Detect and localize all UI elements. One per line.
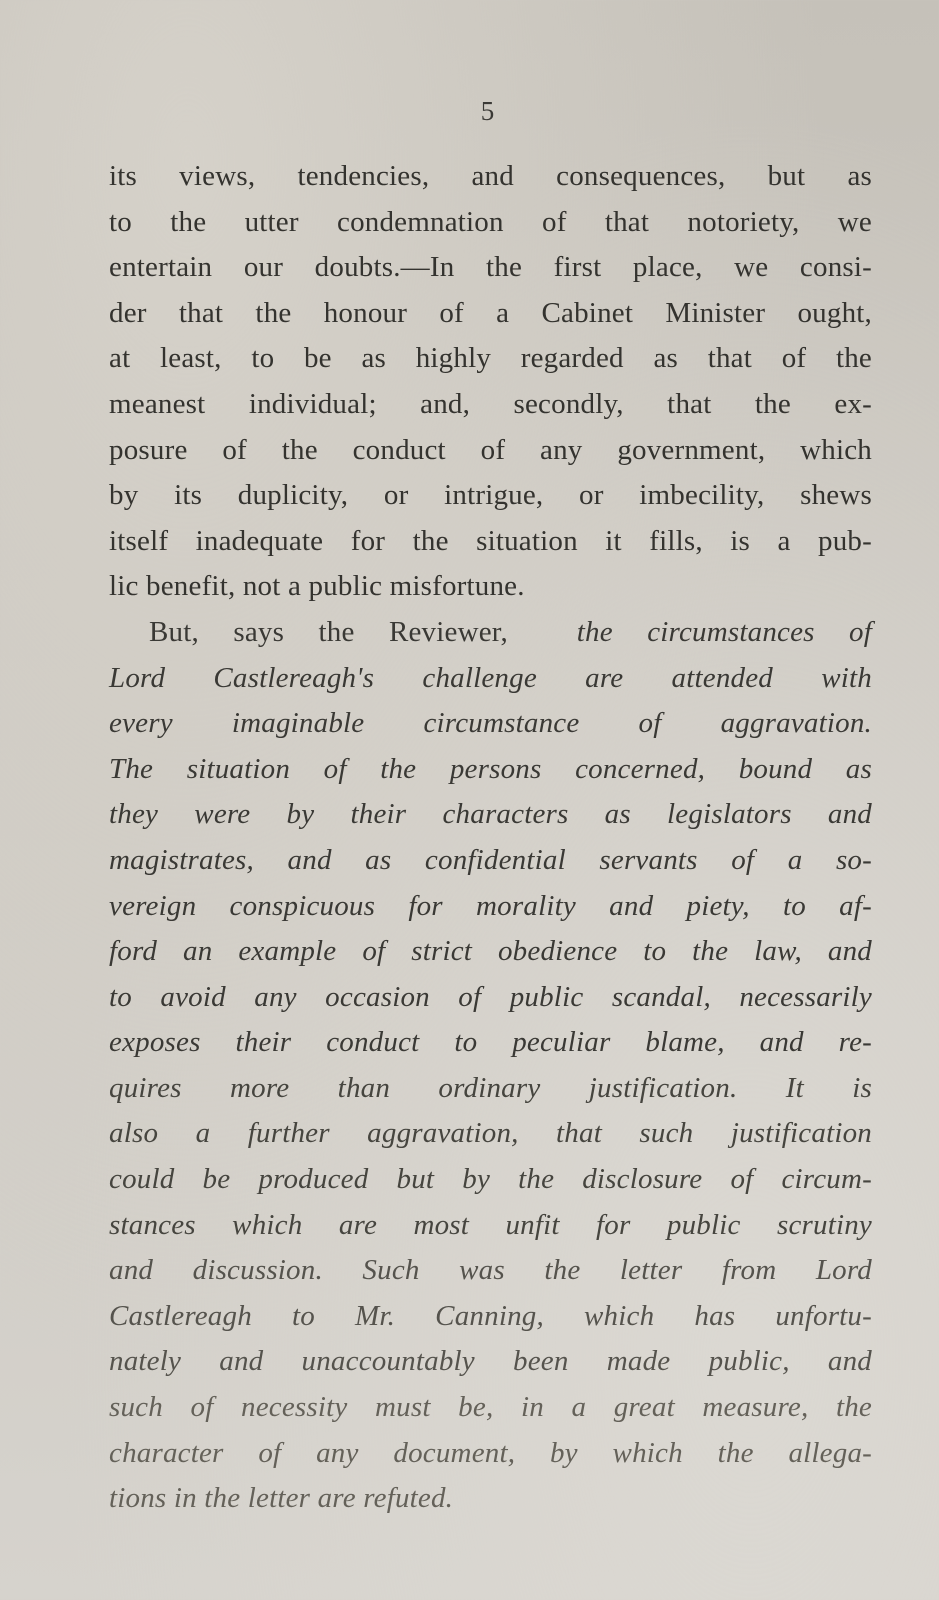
paragraph-2 <box>109 610 872 1522</box>
text-line: its views, tendencies, and consequences, but as <box>109 160 872 192</box>
text-line: posure of the conduct of any government, which <box>109 433 872 466</box>
text-line: by its duplicity, or intrigue, or imbecility, shews <box>109 479 872 512</box>
quotation-line: The situation of the persons concerned, bound as <box>109 752 872 785</box>
quotation-line: stances which are most unfit for public scrutiny <box>109 1208 872 1241</box>
quotation-line: they were by their characters as legislators and <box>109 798 872 831</box>
quotation-line: magistrates, and as confidential servants of a so- <box>109 843 872 876</box>
text-line <box>109 610 872 656</box>
quotation-line: quires more than ordinary justification. It is <box>109 1071 872 1104</box>
quotation-line: character of any document, by which the allega- <box>109 1436 872 1469</box>
quotation-line: vereign conspicuous for morality and piety, to af- <box>109 889 872 922</box>
body-text <box>109 154 872 1522</box>
quotation-line: every imaginable circumstance of aggravation. <box>109 707 872 740</box>
quotation-line: nately and unaccountably been made public, and <box>109 1345 872 1378</box>
quotation-line: could be produced but by the disclosure of circum- <box>109 1163 872 1196</box>
text-line: lic benefit, not a public misfortune. <box>109 570 525 603</box>
quotation-line: tions in the letter are refuted. <box>109 1482 454 1515</box>
quotation-line: and discussion. Such was the letter from Lord <box>109 1254 872 1287</box>
text-line: der that the honour of a Cabinet Minister ought, <box>109 296 872 329</box>
text-line: at least, to be as highly regarded as that of the <box>109 342 872 375</box>
quotation-line: such of necessity must be, in a great measure, the <box>109 1391 872 1424</box>
page-number: 5 <box>480 96 495 126</box>
quotation-line: also a further aggravation, that such justification <box>109 1117 872 1150</box>
quotation-line: to avoid any occasion of public scandal, necessarily <box>109 980 872 1013</box>
text-line: to the utter condemnation of that notoriety, we <box>109 205 872 238</box>
text-line: meanest individual; and, secondly, that the ex- <box>109 387 872 420</box>
quotation-line: Castlereagh to Mr. Canning, which has unfortu- <box>109 1299 872 1332</box>
paragraph-1 <box>109 154 872 610</box>
quotation-line: Lord Castlereagh's challenge are attended with <box>109 661 872 694</box>
text-line: entertain our doubts.—In the first place, we consi- <box>109 251 872 284</box>
quotation-line: ford an example of strict obedience to the law, and <box>109 935 872 968</box>
quotation-start: the circumstances of <box>576 615 873 648</box>
text-line: itself inadequate for the situation it fills, is a pub- <box>109 524 872 557</box>
quotation-line: exposes their conduct to peculiar blame, and re- <box>109 1026 872 1059</box>
reviewer-attribution: But, says the Reviewer, <box>149 615 508 648</box>
